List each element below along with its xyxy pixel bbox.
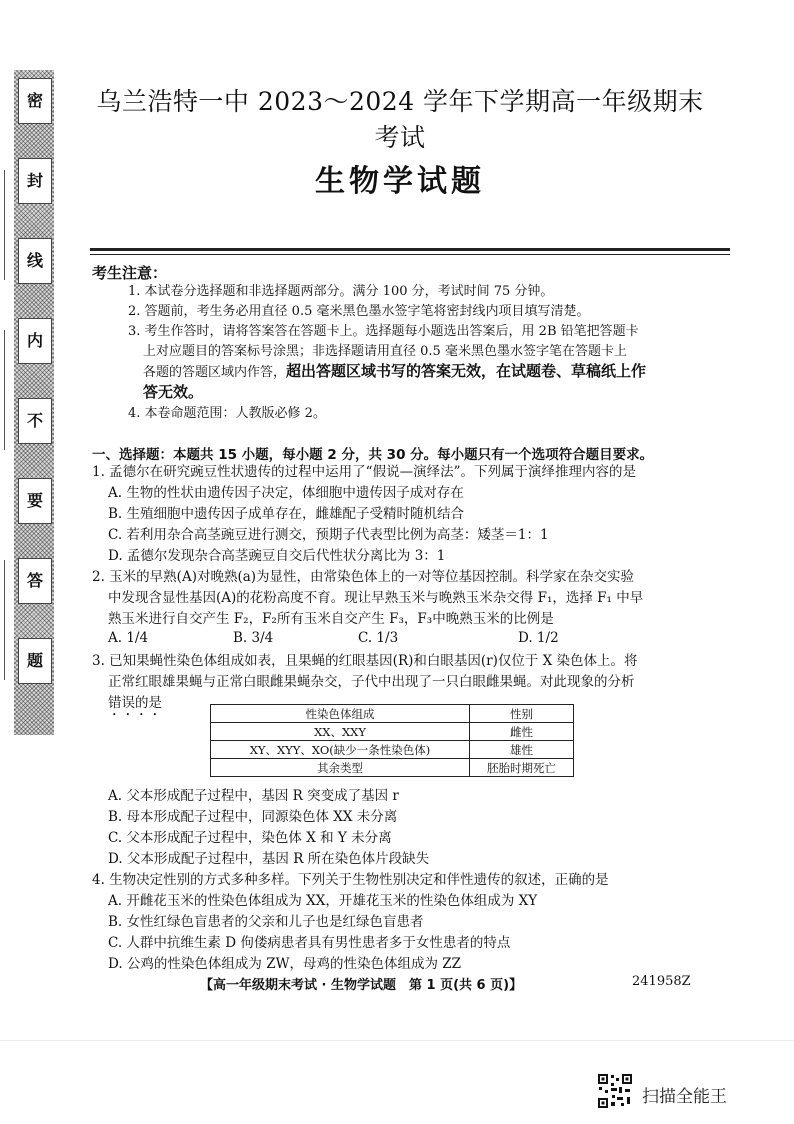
seal-char: 要 — [18, 478, 52, 524]
question-stem: 3. 已知果蝇性染色体组成如表，且果蝇的红眼基因(R)和白眼基因(r)仅位于 X 染色体上。将 — [92, 653, 638, 669]
question-stem: 正常红眼雄果蝇与正常白眼雌果蝇杂交，子代中出现了一只白眼雌果蝇。对此现象的分析 — [108, 674, 635, 690]
page-footer: 【高一年级期末考试 · 生物学试题 第 1 页(共 6 页)】 — [200, 978, 523, 993]
seal-char: 答 — [18, 558, 52, 604]
seal-char: 封 — [18, 158, 52, 204]
notice-item: 4. 本卷命题范围：人教版必修 2。 — [128, 406, 326, 421]
margin-line — [4, 330, 5, 450]
option: D. 1/2 — [518, 630, 559, 646]
table-cell: 胚胎时期死亡 — [470, 759, 574, 777]
section-heading: 一、选择题：本题共 15 小题，每小题 2 分，共 30 分。每小题只有一个选项符合题目要求。 — [92, 447, 654, 463]
seal-char: 线 — [18, 238, 52, 284]
subject-title: 生物学试题 — [315, 164, 485, 199]
notice-item: 3. 考生作答时，请将答案答在答题卡上。选择题每小题选出答案后，用 2B 铅笔把答题卡 — [128, 324, 639, 339]
question-stem: 中发现含显性基因(A)的花粉高度不育。现让早熟玉米与晚熟玉米杂交得 F₁，选择 F₁ 中早 — [108, 590, 644, 606]
option: D. 孟德尔发现杂合高茎豌豆自交后代性状分离比为 3：1 — [108, 548, 446, 564]
notice-emphasis: 答无效。 — [143, 383, 204, 401]
exam-title: 乌兰浩特一中 2023～2024 学年下学期高一年级期末考试 — [96, 87, 704, 152]
sex-chromosome-table — [210, 704, 574, 777]
table-header: 性染色体组成 — [211, 705, 470, 723]
exam-code: 241958Z — [632, 974, 691, 989]
seal-char: 内 — [18, 318, 52, 364]
scanner-watermark: 扫描全能王 — [642, 1087, 727, 1107]
divider — [0, 1040, 794, 1041]
divider — [90, 248, 730, 251]
option-row — [108, 630, 608, 646]
table-cell: XX、XXY — [211, 723, 470, 741]
notice-item: 上对应题目的答案标号涂黑；非选择题请用直径 0.5 毫米黑色墨水签字笔在答题卡上 — [143, 344, 627, 359]
margin-line — [4, 170, 5, 280]
table-row — [211, 759, 574, 777]
notice-item: 1. 本试卷分选择题和非选择题两部分。满分 100 分，考试时间 75 分钟。 — [128, 284, 554, 299]
seal-char: 题 — [18, 638, 52, 684]
option: D. 父本形成配子过程中，基因 R 所在染色体片段缺失 — [108, 851, 430, 867]
margin-line — [4, 560, 5, 680]
table-cell: 雄性 — [470, 741, 574, 759]
option: A. 1/4 — [108, 630, 149, 646]
notice-emphasis: 超出答题区域书写的答案无效，在试题卷、草稿纸上作 — [286, 362, 647, 380]
table-cell: XY、XYY、XO(缺少一条性染色体) — [211, 741, 470, 759]
question-stem: 错误的是 — [108, 695, 162, 711]
option: B. 母本形成配子过程中，同源染色体 XX 未分离 — [108, 809, 398, 825]
option: C. 1/3 — [358, 630, 399, 646]
binding-strip — [14, 70, 54, 735]
option: B. 3/4 — [233, 630, 274, 646]
divider — [90, 254, 730, 255]
notice-heading: 考生注意： — [92, 264, 168, 282]
table-row — [211, 741, 574, 759]
notice-item — [143, 361, 718, 383]
option: C. 人群中抗维生素 D 佝偻病患者具有男性患者多于女性患者的特点 — [108, 935, 511, 951]
question-stem: 2. 玉米的早熟(A)对晚熟(a)为显性，由常染色体上的一对等位基因控制。科学家在杂交实验 — [92, 569, 635, 585]
option: C. 父本形成配子过程中，染色体 X 和 Y 未分离 — [108, 830, 392, 846]
table-header: 性别 — [470, 705, 574, 723]
table-cell: 其余类型 — [211, 759, 470, 777]
option: B. 女性红绿色盲患者的父亲和儿子也是红绿色盲患者 — [108, 914, 424, 930]
question-stem: 4. 生物决定性别的方式多种多样。下列关于生物性别决定和伴性遗传的叙述，正确的是 — [92, 872, 609, 888]
table-cell: 雌性 — [470, 723, 574, 741]
option: A. 开雌花玉米的性染色体组成为 XX，开雄花玉米的性染色体组成为 XY — [108, 893, 538, 909]
question-stem: 熟玉米进行自交产生 F₂，F₂所有玉米自交产生 F₃，F₃中晚熟玉米的比例是 — [108, 611, 554, 627]
qr-code-icon — [597, 1073, 633, 1109]
option: C. 若利用杂合高茎豌豆进行测交，预期子代表型比例为高茎：矮茎＝1：1 — [108, 527, 549, 543]
question-stem: 1. 孟德尔在研究豌豆性状遗传的过程中运用了“假说—演绎法”。下列属于演绎推理内容的是 — [92, 464, 636, 480]
option: D. 公鸡的性染色体组成为 ZW，母鸡的性染色体组成为 ZZ — [108, 956, 462, 972]
table-row — [211, 723, 574, 741]
option: A. 生物的性状由遗传因子决定，体细胞中遗传因子成对存在 — [108, 485, 464, 501]
seal-char: 不 — [18, 398, 52, 444]
seal-char: 密 — [18, 78, 52, 124]
notice-item: 2. 答题前，考生务必用直径 0.5 毫米黑色墨水签字笔将密封线内项目填写清楚。 — [128, 304, 590, 319]
option: A. 父本形成配子过程中，基因 R 突变成了基因 r — [108, 788, 399, 804]
option: B. 生殖细胞中遗传因子成单存在，雌雄配子受精时随机结合 — [108, 506, 465, 522]
table-row — [211, 705, 574, 723]
notice-text: 各题的答题区域内作答， — [143, 365, 287, 380]
